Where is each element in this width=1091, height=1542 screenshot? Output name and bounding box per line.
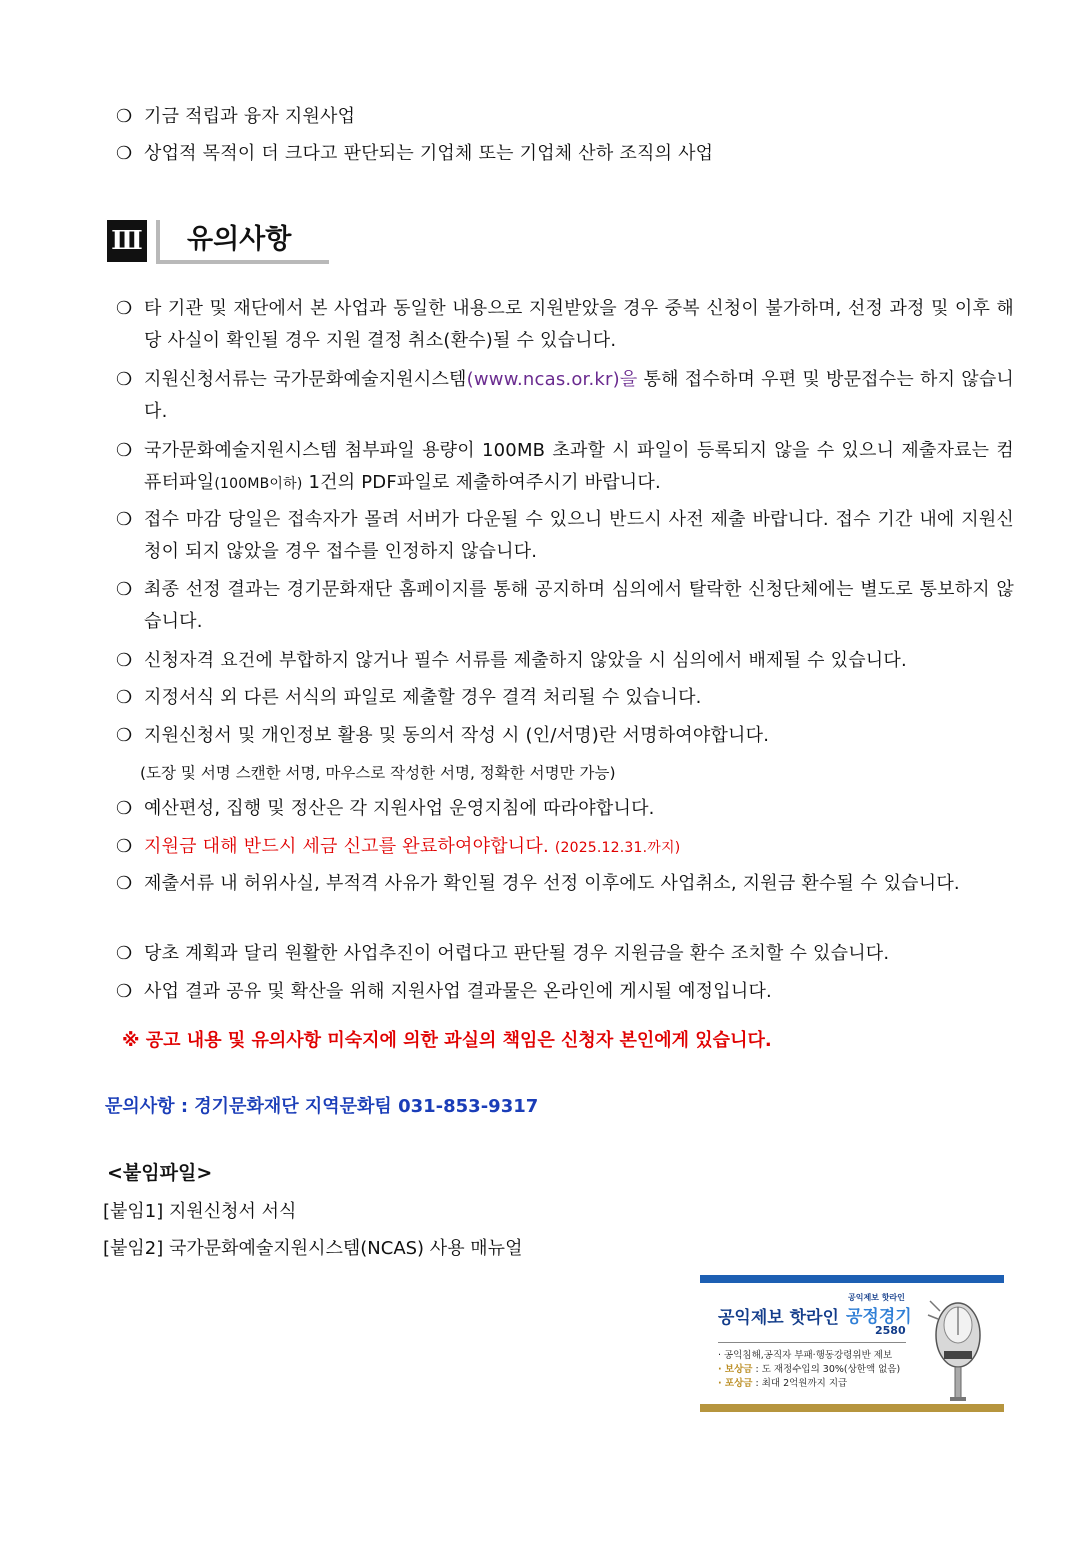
banner-title: 공익제보 핫라인 [718,1308,839,1328]
list-item-text: 지정서식 외 다른 서식의 파일로 제출할 경우 결격 처리될 수 있습니다. [144,687,702,708]
section-divider [156,220,160,264]
list-item-text: 접수 마감 당일은 접속자가 몰려 서버가 다운될 수 있으니 반드시 사전 제출 바랍니다. 접수 기간 내에 지원신청이 되지 않았을 경우 접수를 인정하지 않습니다. [144,509,1014,562]
list-item [116,645,1014,677]
list-item [116,976,1014,1008]
banner-small-label: 공익제보 핫라인 [848,1293,905,1302]
banner-row: · 공익침해,공직자 부패·행동강령위반 제보 [718,1350,893,1361]
bullet-icon: ❍ [116,143,133,164]
list-item-text: 최종 선정 결과는 경기문화재단 홈페이지를 통해 공지하며 심의에서 탈락한 신청단체에는 별도로 통보하지 않습니다. [144,579,1014,632]
bullet-icon: ❍ [116,725,133,746]
bullet-icon: ❍ [116,798,133,819]
responsibility-warning: ※ 공고 내용 및 유의사항 미숙지에 의한 과실의 책임은 신청자 본인에게 있습니다. [122,1030,772,1051]
ncas-link[interactable]: (www.ncas.or.kr)을 [466,369,638,390]
attachments-title: <붙임파일> [107,1162,213,1184]
bullet-icon: ❍ [116,650,133,671]
banner-bottom-bar [700,1404,1004,1412]
bullet-icon: ❍ [116,579,133,600]
banner-divider [718,1342,906,1343]
list-item-text [116,364,1014,428]
list-item-text: 당초 계획과 달리 원활한 사업추진이 어렵다고 판단될 경우 지원금을 환수 조치할 수 있습니다. [144,943,890,964]
list-item-text: 예산편성, 집행 및 정산은 각 지원사업 운영지침에 따라야합니다. [144,798,655,819]
bullet-icon: ❍ [116,369,133,390]
list-item [116,574,1014,638]
banner-row-label: · 포상금 [718,1378,753,1389]
section-number: Ⅲ [107,220,147,262]
list-item [116,435,1014,500]
list-item-text: 지원신청서 및 개인정보 활용 및 동의서 작성 시 (인/서명)란 서명하여야합니다. [144,725,770,746]
section-underline [160,260,329,264]
list-item [116,101,1014,133]
item-text-part: 1건의 PDF파일로 제출하여주시기 바랍니다. [302,472,661,493]
signature-note: (도장 및 서명 스캔한 서명, 마우스로 작성한 서명, 정확한 서명만 가능) [140,764,616,782]
banner-row-label: · 보상금 [718,1364,753,1375]
banner-number: 2580 [875,1324,906,1337]
tax-deadline: (2025.12.31.까지) [554,840,681,856]
bullet-icon: ❍ [116,687,133,708]
list-item-text [116,435,1014,500]
bullet-icon: ❍ [116,106,133,127]
item-text-small: (100MB이하) [214,476,303,492]
bullet-icon: ❍ [116,509,133,530]
item-text-part: 지원신청서류는 국가문화예술지원시스템 [144,369,467,390]
item-text-part: 통해 접수하며 우편 및 방문접수는 하지 않습니다. [144,369,1014,422]
item-text-part: 국가문화예술지원시스템 첨부파일 용량이 100MB 초과할 시 파일이 등록되지 않을 수 있으니 제출자료는 컴퓨터파일 [144,440,1014,493]
bullet-icon: ❍ [116,440,133,461]
list-item-text: 사업 결과 공유 및 확산을 위해 지원사업 결과물은 온라인에 게시될 예정입니다. [144,981,772,1002]
banner-row [718,1377,847,1390]
list-item-text: 신청자격 요건에 부합하지 않거나 필수 서류를 제출하지 않았을 시 심의에서 배제될 수 있습니다. [144,650,907,671]
whistleblower-hotline-banner[interactable] [700,1275,1004,1412]
tax-notice: 지원금 대해 반드시 세금 신고를 완료하여야합니다. [144,836,549,857]
banner-row-text: : 최대 2억원까지 지급 [752,1378,848,1389]
list-item [116,293,1014,357]
section-header [107,220,329,264]
attachment-item: [붙임2] 국가문화예술지원시스템(NCAS) 사용 매뉴얼 [103,1238,523,1259]
list-item [116,504,1014,568]
list-item-text: 상업적 목적이 더 크다고 판단되는 기업체 또는 기업체 산하 조직의 사업 [144,143,714,164]
bullet-icon: ❍ [116,298,133,319]
list-item [116,938,1014,970]
list-item-text: 제출서류 내 허위사실, 부적격 사유가 확인될 경우 선정 이후에도 사업취소, 지원금 환수될 수 있습니다. [144,873,960,894]
banner-row [718,1363,900,1376]
list-item [116,868,1014,900]
list-item [116,793,1014,825]
bullet-icon: ❍ [116,943,133,964]
list-item-text [116,831,1014,864]
list-item [116,364,1014,428]
contact-info: 문의사항 : 경기문화재단 지역문화팀 031-853-9317 [105,1096,539,1117]
list-item [116,682,1014,714]
microphone-icon [926,1295,990,1403]
list-item [116,138,1014,170]
list-item-text: 기금 적립과 융자 지원사업 [144,106,356,127]
section-title: 유의사항 [187,224,292,255]
list-item [116,720,1014,752]
banner-brand: 공정경기 [846,1307,912,1327]
list-item-text: 타 기관 및 재단에서 본 사업과 동일한 내용으로 지원받았을 경우 중복 신청이 불가하며, 선정 과정 및 이후 해당 사실이 확인될 경우 지원 결정 취소(환수)될 수 있습니다. [144,298,1014,351]
bullet-icon: ❍ [116,873,133,894]
bullet-icon: ❍ [116,836,133,857]
bullet-icon: ❍ [116,981,133,1002]
banner-top-bar [700,1275,1004,1283]
attachment-item: [붙임1] 지원신청서 서식 [103,1201,297,1222]
list-item [116,831,1014,864]
banner-row-text: : 도 재정수입의 30%(상한액 없음) [752,1364,901,1375]
